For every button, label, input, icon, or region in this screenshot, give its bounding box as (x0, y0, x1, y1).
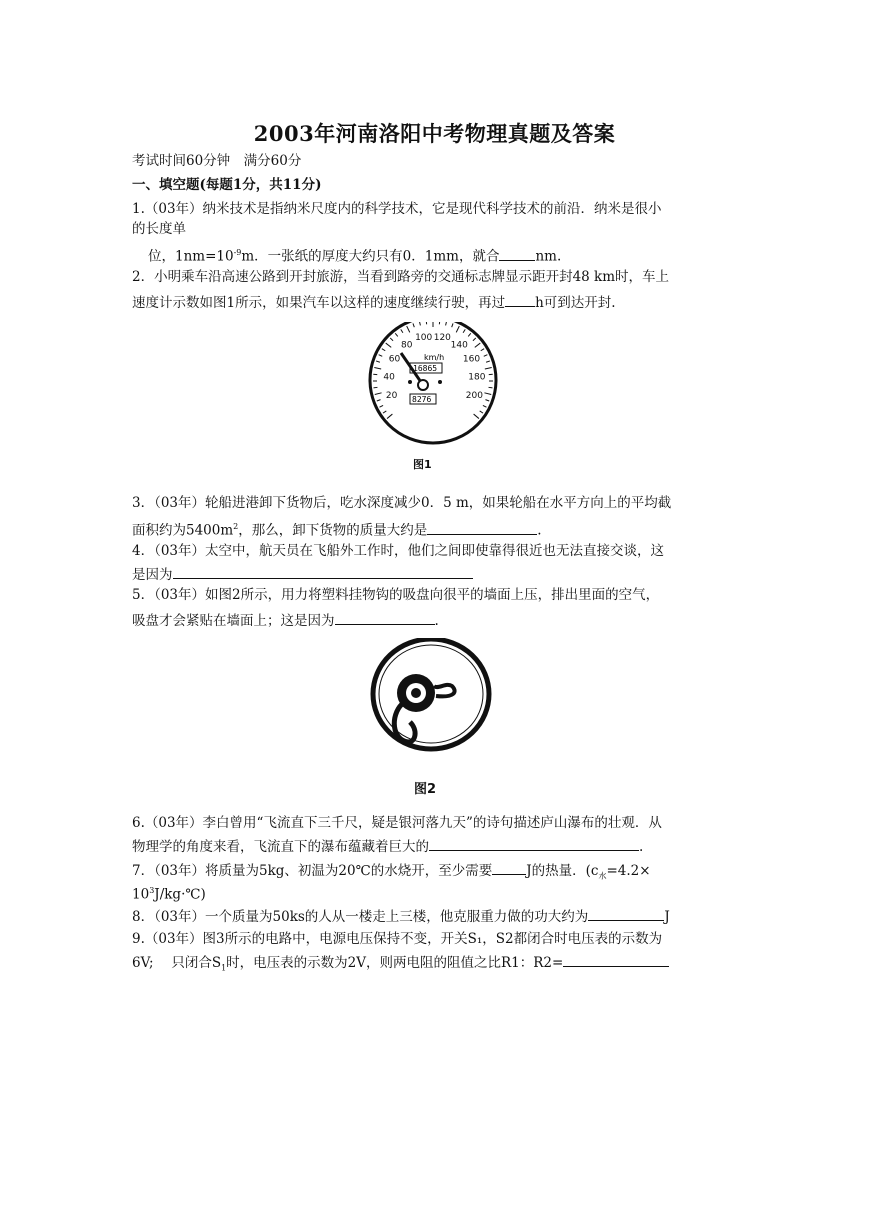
dial-tick (484, 393, 491, 395)
dial-tick (480, 411, 483, 413)
dial-tick (456, 326, 459, 332)
q9-answer-blank (563, 952, 669, 967)
dial-tick (474, 414, 479, 418)
q6-line2: 物理学的角度来看，飞流直下的瀑布蕴藏着巨大的 . (132, 836, 643, 856)
dial-tick (484, 355, 488, 357)
q7-line2: $10^3J/kg\cdot℃$) (132, 886, 206, 903)
q1-line2: 的长度单 (132, 221, 186, 237)
dial-tick-label: 60 (388, 354, 401, 365)
q7-answer-blank (492, 860, 526, 875)
fig2-caption: 图2 (414, 782, 437, 797)
dial-tick (485, 368, 492, 369)
suction-hook-figure (370, 638, 492, 754)
odometer-bottom: 8276 (412, 395, 432, 404)
dial-tick (383, 411, 386, 413)
q1-answer-blank (499, 246, 535, 261)
dial-tick (468, 333, 471, 336)
dial-tick-label: 140 (450, 340, 468, 351)
section-heading: 一、填空题(每题1分，共11分) (132, 177, 322, 193)
q5-line2: 吸盘才会紧贴在墙面上；这是因为 . (132, 610, 439, 630)
dial-tick (485, 400, 489, 401)
dial-tick-label: 80 (400, 340, 413, 351)
dial-tick-label: 20 (385, 391, 398, 402)
dial-tick-label: 120 (433, 332, 451, 343)
dial-tick-label: 160 (462, 354, 481, 365)
q9-line2: 6V; 只闭合$S_1$时，电压表的示数为2V，则两电阻的阻值之比R1：R2= (132, 952, 669, 978)
fig1-caption: 图1 (413, 458, 432, 471)
dial-tick (481, 349, 484, 351)
dial-tick (395, 333, 398, 336)
exam-meta: 考试时间60分钟 满分60分 (132, 153, 302, 169)
dial-tick (489, 387, 493, 388)
dial-tick (452, 323, 453, 327)
needle-hub (418, 380, 428, 390)
q1-line3: 位，$1nm=10^{-9}m$．一张纸的厚度大约只有0．1mm，就合 nm. (148, 244, 561, 266)
dial-tick (483, 405, 487, 407)
q7-line1: 7．（03年）将质量为5kg、初温为20℃的水烧开，至少需要 J的热量．($c_水=4.2\times$ (132, 860, 651, 886)
q6-line1: 6.（03年）李白曾用“飞流直下三千尺，疑是银河落九天”的诗句描述庐山瀑布的壮观．从 (132, 815, 662, 831)
dial-tick (387, 414, 392, 418)
q3-line1: 3．（03年）轮船进港卸下货物后，吃水深度减少0．5 m，如果轮船在水平方向上的平均截 (132, 495, 672, 511)
dial-tick (486, 361, 490, 362)
odometer-top: 16865 (413, 364, 438, 373)
q4-line1: 4．（03年）太空中，航天员在飞船外工作时，他们之间即使靠得很近也无法直接交谈，这 (132, 543, 665, 559)
q5-line1: 5．（03年）如图2所示，用力将塑料挂物钩的吸盘向很平的墙面上压，排出里面的空气， (132, 587, 660, 603)
unit-label: km/h (424, 353, 445, 362)
dial-tick (374, 368, 381, 369)
q4-answer-blank (173, 564, 473, 579)
dial-tick-label: 40 (383, 372, 395, 383)
dial-dot-left (408, 380, 412, 384)
dial-tick (475, 343, 481, 347)
dial-tick (390, 338, 393, 341)
q3-answer-blank (427, 520, 537, 535)
dial-tick (379, 355, 383, 357)
dial-tick (376, 361, 380, 362)
q4-line2: 是因为 (132, 564, 473, 584)
dial-tick (413, 323, 414, 327)
dial-tick (382, 349, 385, 351)
q3-line2: 面积约为$5400m^2$，那么，卸下货物的质量大约是 . (132, 518, 542, 540)
dial-tick (375, 393, 382, 395)
q1-line1: 1.（03年）纳米技术是指纳米尺度内的科学技术，它是现代科学技术的前沿．纳米是很小 (132, 201, 662, 217)
q8-answer-blank (588, 906, 664, 921)
q8-line1: 8．（03年）一个质量为50ks的人从一楼走上三楼，他克服重力做的功大约为 J (132, 906, 670, 926)
page-title: 2003年河南洛阳中考物理真题及答案 (253, 121, 616, 146)
hook-center (411, 688, 421, 698)
q2-answer-blank (505, 292, 535, 307)
q2-line2: 速度计示数如图1所示，如果汽车以这样的速度继续行驶，再过 h可到达开封. (132, 292, 616, 312)
dial-tick (463, 329, 465, 332)
dial-dot-right (438, 380, 442, 384)
dial-tick (380, 405, 384, 407)
q9-line1: 9.（03年）图3所示的电路中，电源电压保持不变，开关S₁，S2都闭合时电压表的示数为 (132, 931, 663, 947)
q5-answer-blank (335, 610, 435, 625)
dial-tick (401, 329, 403, 332)
dial-tick-label: 100 (415, 332, 433, 343)
q6-answer-blank (429, 836, 639, 851)
dial-tick (374, 387, 378, 388)
dial-tick (446, 322, 447, 325)
dial-tick (420, 322, 421, 325)
dial-tick-label: 200 (465, 391, 483, 402)
dial-tick (386, 343, 392, 347)
speedometer-figure (368, 322, 500, 478)
dial-tick (407, 326, 410, 332)
hook-arm (434, 685, 455, 697)
dial-tick (473, 338, 476, 341)
dial-tick (377, 400, 381, 401)
dial-tick-label: 180 (468, 372, 486, 383)
q2-line1: 2．小明乘车沿高速公路到开封旅游，当看到路旁的交通标志牌显示距开封48 km时，车上 (132, 269, 670, 285)
